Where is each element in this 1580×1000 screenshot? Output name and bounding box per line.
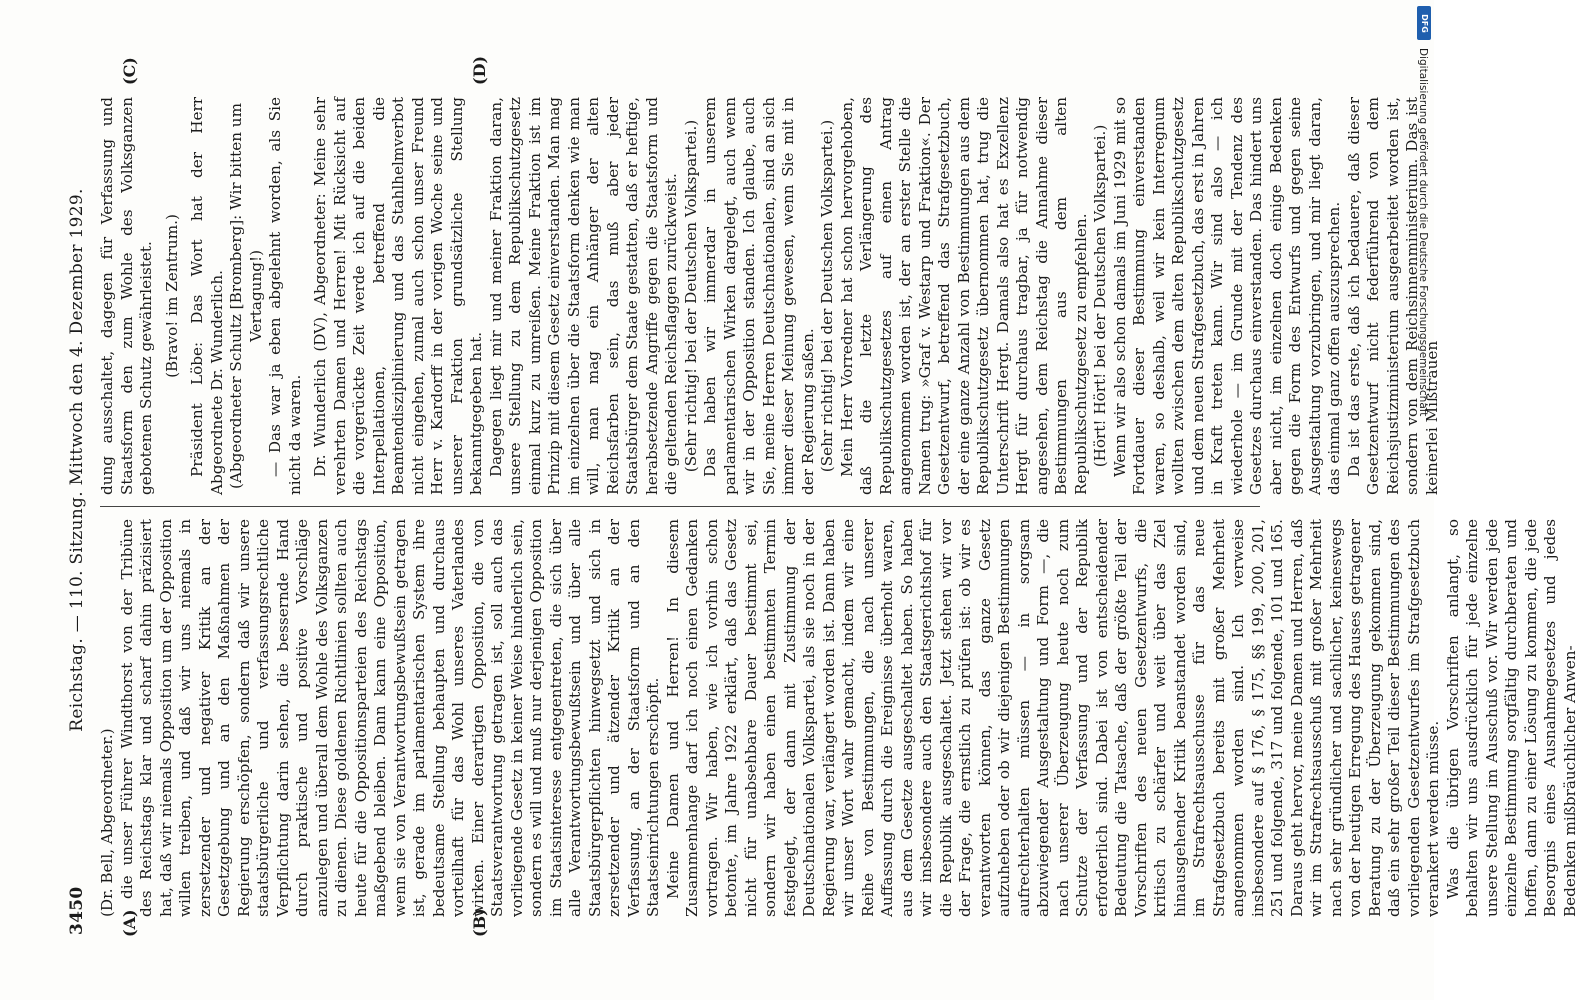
interjection: (Sehr richtig! bei der Deutschen Volkspartei.)	[818, 119, 836, 473]
paragraph: die unser Führer Windthorst von der Tribüne des Reichstags klar und scharf dahin präzisiert hat, daß wir niemals Opposition um der Opposition willen treiben, und daß wir uns niemals in zersetzender und negativer Kritik an der Gesetzgebung und an den Maßnahmen der Regierung erschöpfen, sondern daß wir unsere staatsbürgerliche und verfassungsrechtliche Verpflichtung darin sehen, die bessernde Hand durch praktische und positive Vorschläge anzulegen und überall dem Wohle des Volksganzen zu dienen. Diese goldenen Richtlinien sollten auch heute für die Oppositionsparteien des Reichstags maßgebend bleiben. Dann kann eine Opposition, wenn sie von Verantwortungsbewußtsein getragen ist, gerade im parlamentarischen System ihre bedeutsame Stellung behaupten und durchaus vorteilhaft für das Wohl unseres Vaterlandes wirken. Einer derartigen Opposition, die von Staatsverantwortung getragen ist, soll auch das vorliegende Gesetz in keiner Weise hinderlich sein, sondern es will und muß nur derjenigen Opposition im Staatsinteresse entgegentreten, die sich über alle Verantwortungsbewußtsein und über alle Staatsbürgerpflichten hinwegsetzt und sich in zersetzender und ätzender Kritik an der Verfassung, an der Staatsform und an den Staatseinrichtungen erschöpft.	[117, 519, 662, 917]
paragraph: Wenn wir also schon damals im Juni 1929 mit so Fortdauer dieser Bestimmung einverstanden waren, so deshalb, weil wir kein Interregnum wollten zwischen dem alten Republikschutzgesetz und dem neuen Strafgesetzbuch, das erst in Jahren in Kraft treten kann. Wir sind also — ich wiederhole — im Grunde mit der Tendenz des Gesetzes durchaus einverstanden. Das hindert uns aber nicht, im einzelnen doch einige Bedenken gegen die Form des Entwurfs und gegen seine Ausgestaltung vorzubringen, und mir liegt daran, das einmal ganz offen auszusprechen.	[1110, 97, 1343, 495]
side-attribution	[1413, 0, 1431, 1000]
paragraph: Dagegen liegt mir und meiner Fraktion daran, unsere Stellung zu dem Republikschutzgesetz einmal kurz zu umreißen. Meine Fraktion ist im Prinzip mit diesem Gesetz einverstanden. Man mag im einzelnen über die Staatsform denken wie man will, man mag ein Anhänger der alten Reichsfarben sein, das muß aber jeder Staatsbürger dem Staate gestatten, daß er heftige, herabsetzende Angriffe gegen die Staatsform und die geltenden Reichsflaggen zurückweist.	[486, 97, 680, 495]
paragraph: Was die übrigen Vorschriften anlangt, so behalten wir uns ausdrücklich für jede einzelne unsere Stellung im Ausschuß vor. Wir werden jede einzelne Bestimmung sorgfältig durchberaten und hoffen, dann zu einer Lösung zu kommen, die jede Besorgnis eines Ausnahmegesetzes und jedes Bedenken mißbräuchlicher Anwen-	[1443, 519, 1579, 917]
page-running-title: Reichstag. — 110. Sitzung. Mittwoch den 4. Dezember 1929.	[67, 188, 87, 732]
paragraph: Mein Herr Vorredner hat schon hervorgehoben, daß die letzte Verlängerung des Republikschutzgesetzes auf einen Antrag angenommen worden ist, der an erster Stelle die Namen trug: »Graf v. Westarp und Fraktion«. Der Gesetzentwurf, betreffend das Strafgesetzbuch, der eine ganze Anzahl von Bestimmungen aus dem Republikschutzgesetz übernommen hat, trug die Unterschrift Hergt. Damals also hat es Exzellenz Hergt für durchaus tragbar, ja für notwendig angesehen, dem Reichstag die Annahme dieser Bestimmungen aus dem alten Republikschutzgesetz zu empfehlen.	[837, 97, 1090, 495]
dfg-logo: DFG	[1417, 6, 1431, 40]
paragraph: — Das war ja eben abgelehnt worden, als Sie nicht da waren.	[266, 97, 304, 495]
interjection: (Bravo! im Zentrum.)	[162, 214, 181, 378]
attribution-text: Digitalisierung gefördert durch die Deutsche Forschungsgemeinschaft	[1417, 48, 1429, 417]
paragraph: Präsident Löbe: Das Wort hat der Herr Abgeordnete Dr. Wunderlich.	[188, 97, 226, 495]
paragraph: Meine Damen und Herren! In diesem Zusammenhange darf ich noch einen Gedanken vortragen. Wir haben, wie ich vorhin schon betonte, im Jahre 1922 erklärt, daß das Gesetz nicht für unabsehbare Dauer bestimmt sei, sondern wir haben einen bestimmten Termin festgelegt, der dann mit Zustimmung der Deutschnationalen Volkspartei, als sie noch in der Regierung war, verlängert worden ist. Dann haben wir unser Wort wahr gemacht, indem wir eine Reihe von Bestimmungen, die nach unserer Auffassung durch die Ereignisse überholt waren, aus dem Gesetze ausgeschaltet haben. So haben wir insbesondere auch den Staatsgerichtshof für die Republik ausgeschaltet. Jetzt stehen wir vor der Frage, die ernstlich zu prüfen ist: ob wir es verantworten können, das ganze Gesetz aufzuheben oder ob wir diejenigen Bestimmungen aufrechterhalten müssen — in sorgsam abzuwiegender Ausgestaltung und Form —, die nach unserer Überzeugung heute noch zum Schutze der Verfassung und der Republik erforderlich sind. Dabei ist von entscheidender Bedeutung die Tatsache, daß der größte Teil der Vorschriften des neuen Gesetzentwurfs, die kritisch zu schärfer und weit über das Ziel hinausgehender Kritik beanstandet worden sind, im Strafrechtsausschusse für das neue Strafgesetzbuch bereits mit großer Mehrheit angenommen worden sind. Ich verweise insbesondere auf § 176, § 175, §§ 199, 200, 201, 251 und folgende, 317 und folgende, 101 und 165. Daraus geht hervor, meine Damen und Herren, daß wir im Strafrechtsausschuß mit großer Mehrheit nach sehr gründlicher und sachlicher, keineswegs von der heutigen Erregung des Hauses getragener Beratung zu der Überzeugung gekommen sind, daß ein sehr großer Teil dieser Bestimmungen des vorliegenden Gesetzentwurfes im Strafgesetzbuch verankert werden müsse.	[663, 519, 1442, 917]
left-column	[98, 519, 1580, 917]
paragraph: dung ausschaltet, dagegen für Verfassung und Staatsform den zum Wohle des Volksganzen gebotenen Schutz gewährleistet.	[98, 97, 155, 495]
paragraph: Das haben wir immerdar in unserem parlamentarischen Wirken dargelegt, auch wenn wir in der Opposition standen. Ich glaube, auch Sie, meine Herren Deutschnationalen, sind an sich immer dieser Meinung gewesen, wenn Sie mit in der Regierung saßen.	[701, 97, 817, 495]
margin-marker-c: (C)	[120, 57, 139, 85]
column-divider	[100, 506, 1260, 507]
margin-marker-d: (D)	[470, 55, 489, 85]
margin-marker-a: (A)	[120, 909, 139, 937]
interjection: (Abgeordneter Schultz [Bromberg]: Wir bitten um Vertagung!)	[227, 103, 265, 489]
speaker-line: (Dr. Bell, Abgeordneter.)	[98, 728, 116, 917]
paragraph: Da ist das erste, daß ich bedauere, daß dieser Gesetzentwurf nicht federführend von dem Reichsjustizministerium ausgearbeitet worden ist, sondern von dem Reichsinnenministerium. Das ist keinerlei Mißtrauen	[1344, 97, 1441, 495]
paragraph: Dr. Wunderlich (DV), Abgeordneter: Meine sehr verehrten Damen und Herren! Mit Rücksicht auf die vorgerückte Zeit werde ich auf die beiden Interpellationen, betreffend die Beamtendisziplinierung und das Stahlhelmverbot nicht eingehen, zumal auch schon unser Freund Herr v. Kardorff in der vorigen Woche seine und unserer Fraktion grundsätzliche Stellung bekanntgegeben hat.	[311, 97, 485, 495]
page-number: 3450	[67, 886, 87, 935]
interjection: (Sehr richtig! bei der Deutschen Volkspartei.)	[681, 119, 700, 473]
page-header	[60, 95, 94, 935]
interjection: (Hört! Hört! bei der Deutschen Volkspartei.)	[1091, 124, 1109, 468]
right-column	[98, 97, 1442, 495]
margin-marker-b: (B)	[470, 908, 489, 937]
